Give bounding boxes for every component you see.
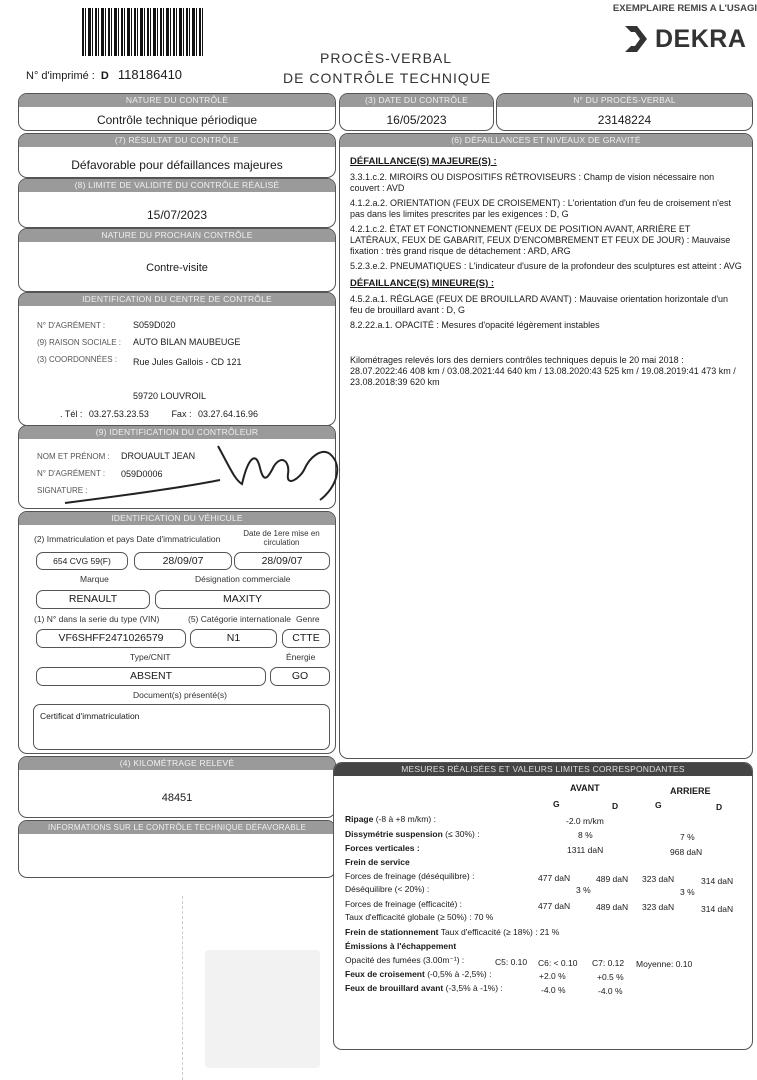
brouillard-g: -4.0 % xyxy=(541,985,566,995)
majeure-4: 5.2.3.e.2. PNEUMATIQUES : L'indicateur d'usure de la profondeur des sculptures est atteint : AVG xyxy=(350,261,742,271)
barcode xyxy=(82,8,204,56)
centre-fax-label: Fax : xyxy=(171,409,192,419)
energie-label: Énergie xyxy=(286,652,316,662)
docs-value: Certificat d'immatriculation xyxy=(40,711,140,721)
brouillard-label: Feux de brouillard avant xyxy=(345,983,444,993)
majeure-3: 4.2.1.c.2. ÉTAT ET FONCTIONNEMENT (FEUX DE POSITION AVANT, ARRIÈRE ET LATÉRAUX, FEUX DE GABARIT, FEUX D'ENCOMBREMENT ET FEUX DE JOUR) : Mauvaise fixation : très grand risque de détachement : ARD, ARG xyxy=(350,224,731,256)
dyssym-av: 8 % xyxy=(578,830,593,840)
frein-service-label: Frein de service xyxy=(345,857,410,867)
date-header: (3) DATE DU CONTRÔLE xyxy=(340,94,493,107)
title-line2: DE CONTRÔLE TECHNIQUE xyxy=(283,70,492,86)
opacite-c6: C6: < 0.10 xyxy=(538,958,578,968)
opacite-c7: C7: 0.12 xyxy=(592,958,625,968)
brouillard-limit: (-3,5% à -1%) : xyxy=(445,983,503,993)
avant-d: D xyxy=(612,801,619,811)
designation-label: Désignation commerciale xyxy=(195,574,291,584)
brand-name: DEKRA xyxy=(655,24,747,53)
controleur-nom-label: NOM ET PRÉNOM : xyxy=(37,452,110,461)
km-value: 48451 xyxy=(161,792,193,804)
prochain-box xyxy=(18,228,336,292)
centre-ville: 59720 LOUVROIL xyxy=(133,391,207,401)
resultat-box xyxy=(18,133,336,178)
signature-scribble xyxy=(60,418,360,510)
opacite-label: Opacité des fumées (3.00m⁻¹) : xyxy=(345,955,465,965)
centre-header: IDENTIFICATION DU CENTRE DE CONTRÔLE xyxy=(19,293,335,306)
croisement-limit: (-0,5% à -2,5%) : xyxy=(427,969,492,979)
mineure-1: 4.5.2.a.1. RÉGLAGE (FEUX DE BROUILLARD AVANT) : Mauvaise orientation horizontale d'un feu de brouillard avant : D, G xyxy=(350,294,729,315)
mesures-header: MESURES RÉALISÉES ET VALEURS LIMITES CORRESPONDANTES xyxy=(334,763,752,776)
ff-eff-ar-g: 323 daN xyxy=(642,902,675,912)
type-label: Type/CNIT xyxy=(130,652,171,662)
date-box xyxy=(339,93,494,131)
centre-raison: AUTO BILAN MAUBEUGE xyxy=(133,337,241,347)
croisement-row xyxy=(345,969,491,979)
emissions-label: Émissions à l'échappement xyxy=(345,941,457,951)
majeure-2: 4.1.2.a.2. ORIENTATION (FEUX DE CROISEMENT) : L'orientation d'un feu de croisement n'est pas dans les limites prescrites par les exigences : D, G xyxy=(350,198,731,219)
ripage-limit: (-8 à +8 m/km) : xyxy=(375,814,436,824)
controleur-nom: DROUAULT JEAN xyxy=(121,451,196,461)
date-immat-field: 28/09/07 xyxy=(134,552,232,570)
deseq-av: 3 % xyxy=(576,885,591,895)
km-header: (4) KILOMÉTRAGE RELEVÉ xyxy=(19,757,335,770)
pv-header: N° DU PROCÈS-VERBAL xyxy=(497,94,752,107)
infos-box xyxy=(18,820,336,878)
docs-field xyxy=(33,704,330,750)
title-line1: PROCÈS-VERBAL xyxy=(320,50,453,66)
centre-adresse: Rue Jules Gallois - CD 121 xyxy=(133,357,242,367)
ripage-value: -2.0 m/km xyxy=(566,816,604,826)
ff-deseq-ar-g: 323 daN xyxy=(642,874,675,884)
forces-v-label: Forces verticales : xyxy=(345,843,420,853)
dyssym-label: Dissymétrie suspension xyxy=(345,829,443,839)
arriere-label: ARRIERE xyxy=(670,786,711,796)
ff-deseq-label: Forces de freinage (déséquilibre) : xyxy=(345,871,475,881)
avant-g: G xyxy=(553,799,560,809)
mineure-2: 8.2.22.a.1. OPACITÉ : Mesures d'opacité légèrement instables xyxy=(350,320,600,330)
dekra-logo xyxy=(623,24,746,54)
marque-label: Marque xyxy=(80,574,109,584)
ff-eff-av-d: 489 daN xyxy=(596,902,629,912)
forces-v-av: 1311 daN xyxy=(567,845,604,855)
ripage-row xyxy=(345,814,436,824)
brouillard-d: -4.0 % xyxy=(598,986,623,996)
majeure-1: 3.3.1.c.2. MIROIRS OU DISPOSITIFS RÉTROVISEURS : Champ de vision nécessaire non couvert : AVD xyxy=(350,172,715,193)
dyssym-ar: 7 % xyxy=(680,832,695,842)
date-mise-field: 28/09/07 xyxy=(234,552,330,570)
dekra-chevron-icon xyxy=(623,24,649,54)
taux-global: Taux d'efficacité globale (≥ 50%) : 70 % xyxy=(345,912,494,922)
marque-field: RENAULT xyxy=(36,590,150,609)
resultat-value: Défavorable pour défaillances majeures xyxy=(71,158,283,172)
defaillances-box xyxy=(339,133,753,759)
pv-value: 23148224 xyxy=(597,113,652,127)
km-box xyxy=(18,756,336,818)
defaillances-header: (6) DÉFAILLANCES ET NIVEAUX DE GRAVITÉ xyxy=(340,134,752,147)
ff-deseq-av-g: 477 daN xyxy=(538,873,571,883)
imprime-prefix: D xyxy=(100,70,109,82)
energie-field: GO xyxy=(270,667,330,686)
centre-tel-label: . Tél : xyxy=(60,409,83,419)
centre-raison-label: (9) RAISON SOCIALE : xyxy=(37,338,122,347)
dyssym-limit: (≤ 30%) : xyxy=(445,829,480,839)
nature-value: Contrôle technique périodique xyxy=(96,113,258,127)
vehicule-header: IDENTIFICATION DU VÉHICULE xyxy=(19,512,335,525)
centre-agrement: S059D020 xyxy=(133,320,176,330)
arriere-d: D xyxy=(716,802,723,812)
exemplaire-label: EXEMPLAIRE REMIS A L'USAGI xyxy=(612,3,757,14)
croisement-label: Feux de croisement xyxy=(345,969,425,979)
centre-fax: 03.27.64.16.96 xyxy=(197,409,259,419)
validite-value: 15/07/2023 xyxy=(146,208,208,222)
immat-field: 654 CVG 59(F) xyxy=(36,552,128,570)
vehicule-immat-label: (2) Immatriculation et pays Date d'immatriculation xyxy=(34,534,221,544)
validite-header: (8) LIMITE DE VALIDITÉ DU CONTRÔLE RÉALISÉ xyxy=(19,179,335,192)
forces-v-ar: 968 daN xyxy=(670,847,703,857)
controleur-agrement-label: N° D'AGRÉMENT : xyxy=(37,469,106,478)
centre-tel: 03.27.53.23.53 xyxy=(88,409,149,419)
croisement-d: +0.5 % xyxy=(597,972,624,982)
ff-deseq-ar-d: 314 daN xyxy=(701,876,734,886)
majeures-title: DÉFAILLANCE(S) MAJEURE(S) : xyxy=(350,156,497,167)
croisement-g: +2.0 % xyxy=(539,971,566,981)
genre-label: Genre xyxy=(296,614,320,624)
type-field: ABSENT xyxy=(36,667,266,686)
infos-fold-mark xyxy=(182,896,183,1080)
mineures-title: DÉFAILLANCE(S) MINEURE(S) : xyxy=(350,278,495,289)
nature-box xyxy=(18,93,336,131)
docs-label: Document(s) présenté(s) xyxy=(133,690,228,700)
controleur-agrement: 059D0006 xyxy=(121,469,163,479)
nature-header: NATURE DU CONTRÔLE xyxy=(19,94,335,107)
resultat-header: (7) RÉSULTAT DU CONTRÔLE xyxy=(19,134,335,147)
prochain-value: Contre-visite xyxy=(146,262,208,274)
brouillard-row xyxy=(345,983,503,993)
imprime-line xyxy=(26,67,182,82)
opacite-c5: C5: 0.10 xyxy=(495,957,528,967)
ff-eff-label: Forces de freinage (efficacité) : xyxy=(345,899,463,909)
prochain-header: NATURE DU PROCHAIN CONTRÔLE xyxy=(19,229,335,242)
frein-stat-label: Frein de stationnement xyxy=(345,927,439,937)
date-value: 16/05/2023 xyxy=(386,113,447,127)
stamp-placeholder xyxy=(205,950,320,1068)
controleur-header: (9) IDENTIFICATION DU CONTRÔLEUR xyxy=(19,426,335,439)
centre-coord-label: (3) COORDONNÉES : xyxy=(37,355,118,364)
frein-stat-value: Taux d'efficacité (≥ 18%) : 21 % xyxy=(440,927,560,937)
avant-label: AVANT xyxy=(570,783,600,793)
cat-field: N1 xyxy=(190,629,277,648)
vin-label: (1) N° dans la serie du type (VIN) xyxy=(34,614,160,624)
imprime-number: 118186410 xyxy=(117,67,183,82)
validite-box xyxy=(18,178,336,228)
ff-deseq-av-d: 489 daN xyxy=(596,874,629,884)
genre-field: CTTE xyxy=(282,629,330,648)
pv-box xyxy=(496,93,753,131)
kilometrages-history: Kilométrages relevés lors des derniers contrôles techniques depuis le 20 mai 2018 : 28.07.2022:46 408 km / 03.08.2021:44 640 km / 13.08.2020:43 525 km / 19.08.2019:41 473 km / 23.08.2018:39 620 km xyxy=(350,355,736,387)
ff-eff-av-g: 477 daN xyxy=(538,901,571,911)
frein-stat-row xyxy=(345,927,559,937)
infos-header: INFORMATIONS SUR LE CONTRÔLE TECHNIQUE DÉFAVORABLE xyxy=(19,821,335,834)
imprime-label: N° d'imprimé : xyxy=(26,70,95,82)
controleur-signature-label: SIGNATURE : xyxy=(37,486,88,495)
vehicule-mise-label: Date de 1ere mise en circulation xyxy=(243,529,320,547)
cat-label: (5) Catégorie internationale xyxy=(188,614,292,624)
deseq-label: Déséquilibre (< 20%) : xyxy=(345,884,430,894)
vin-field: VF6SHFF2471026579 xyxy=(36,629,186,648)
deseq-ar: 3 % xyxy=(680,887,695,897)
ripage-label: Ripage xyxy=(345,814,374,824)
arriere-g: G xyxy=(655,800,662,810)
opacite-moyenne: Moyenne: 0.10 xyxy=(636,959,693,969)
designation-field: MAXITY xyxy=(155,590,330,609)
ff-eff-ar-d: 314 daN xyxy=(701,904,734,914)
dyssym-row xyxy=(345,829,480,839)
centre-agrement-label: N° D'AGRÉMENT : xyxy=(37,321,106,330)
